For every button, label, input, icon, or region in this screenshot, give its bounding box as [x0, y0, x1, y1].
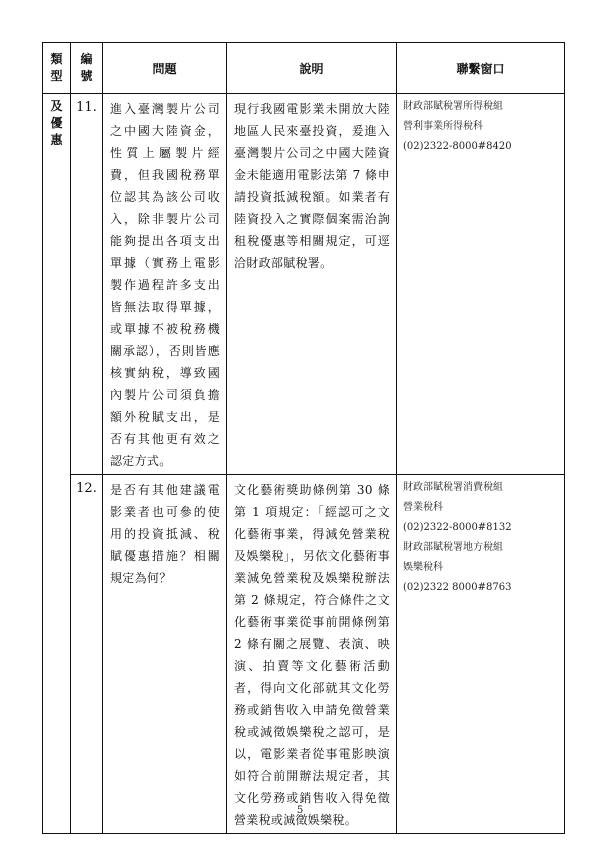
contact-line: 娛樂稅科	[403, 562, 443, 573]
contact-line: 財政部賦稅署消費稅組	[403, 482, 503, 493]
category-line2: 優	[50, 116, 63, 130]
question-text: 是否有其他建議電影業者也可參的使用的投資抵減、稅賦優惠措施？相關規定為何？	[110, 483, 220, 585]
contact-line: 財政部賦稅署所得稅組	[403, 101, 503, 112]
header-category	[43, 43, 71, 94]
category-line3: 惠	[50, 133, 63, 147]
table-header-row	[43, 43, 565, 94]
header-question: 問題	[103, 43, 227, 94]
contact-line: 營利事業所得稅科	[403, 121, 483, 132]
header-category-line2: 型	[50, 69, 63, 83]
question-text: 進入臺灣製片公司之中國大陸資金，性質上屬製片經費，但我國稅務單位認其為該公司收入，除非製片公司能夠提出各項支出單據（實務上電影製作過程許多支出皆無法取得單據，或單據不被稅務機關承認），否則皆應核實納稅，導致國內製片公司須負擔額外稅賦支出，是否有其他更有效之認定方式。	[110, 102, 220, 468]
header-number-line2: 號	[80, 69, 93, 83]
contact-cell	[397, 475, 565, 834]
contact-phone: (02)2322-8000#8132	[403, 522, 512, 533]
faq-table	[42, 42, 565, 834]
contact-phone: (02)2322 8000#8763	[403, 582, 512, 593]
row-number: 11.	[71, 94, 103, 475]
table-row	[43, 475, 565, 834]
contact-phone: (02)2322-8000#8420	[403, 141, 512, 152]
header-contact: 聯繫窗口	[397, 43, 565, 94]
contact-cell	[397, 94, 565, 475]
contact-line: 營業稅科	[403, 502, 443, 513]
category-line1: 及	[50, 99, 63, 113]
page-number: 5	[296, 805, 304, 816]
category-cell	[43, 94, 71, 834]
explanation-text: 現行我國電影業未開放大陸地區人民來臺投資，爰進入臺灣製片公司之中國大陸資金未能適用電影法第 7 條申請投資抵減稅額。如業者有陸資投入之實際個案需治詢租稅優惠等相關規定，可逕洽財政部賦稅署。	[234, 102, 390, 270]
contact-line: 財政部賦稅署地方稅組	[403, 542, 503, 553]
row-number: 12.	[71, 475, 103, 834]
header-explanation: 說明	[227, 43, 397, 94]
question-cell	[103, 94, 227, 475]
header-number-line1: 編	[80, 52, 93, 66]
header-number	[71, 43, 103, 94]
explanation-cell	[227, 94, 397, 475]
explanation-cell	[227, 475, 397, 834]
header-category-line1: 類	[50, 52, 63, 66]
table-row	[43, 94, 565, 475]
question-cell	[103, 475, 227, 834]
explanation-text: 文化藝術獎助條例第 30 條第 1 項規定：「經認可之文化藝術事業，得減免營業稅及娛樂稅」，另依文化藝術事業減免營業稅及娛樂稅辦法第 2 條規定，符合條件之文化藝術事業從事前開條例第 2 條有關之展覽、表演、映演、拍賣等文化藝術活動者，得向文化部就其文化勞務或銷售收入申請免徵營業稅或減徵娛樂稅之認可，是以，電影業者從事電影映演如符合前開辦法規定者，其文化勞務或銷售收入得免徵營業稅或減徵娛樂稅。	[234, 483, 390, 827]
document-page	[42, 42, 565, 834]
